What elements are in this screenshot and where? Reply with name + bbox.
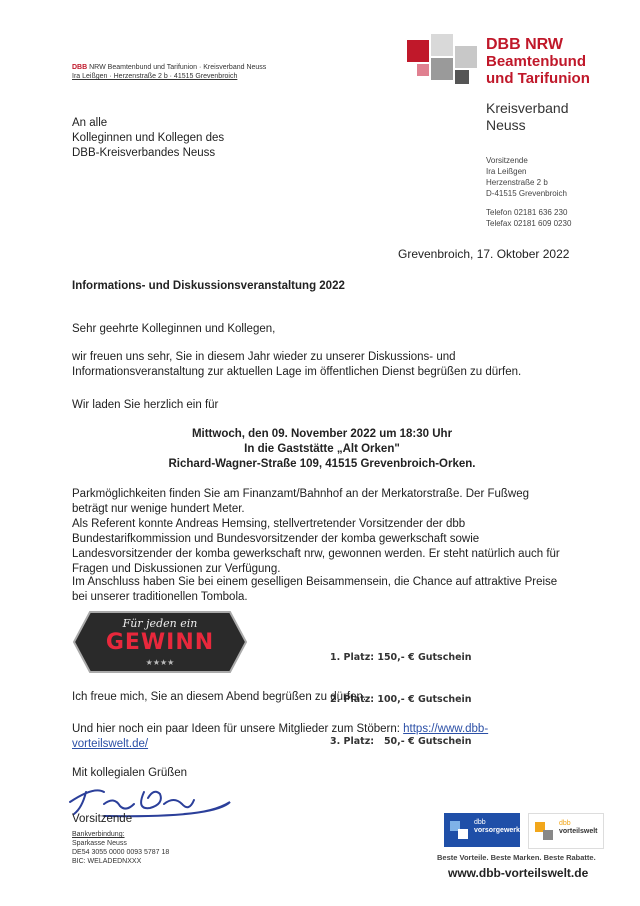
ideas-paragraph: Und hier noch ein paar Ideen für unsere Mitglieder zum Stöbern: https://www.dbb-vorteilswelt.de/	[72, 723, 489, 750]
closing-line: Ich freue mich, Sie an diesem Abend begrüßen zu dürfen.	[72, 691, 367, 703]
prize-item: 1. Platz: 150,- € Gutschein	[330, 652, 472, 663]
gewinn-badge: Für jeden ein GEWINN ★★★★	[70, 606, 250, 678]
prize-item: 2. Platz: 100,- € Gutschein	[330, 694, 472, 705]
greeting: Mit kollegialen Grüßen	[72, 767, 188, 779]
referent-paragraph: Als Referent konnte Andreas Hemsing, stellvertretender Vorsitzender der dbb Bundestarifkommission und Bundesvorsitzender der komba gewerkschaft sowie Landesvorsitzender der komba gewerkschaft nrw, gewonnen werden. Er steht natürlich auch für Fragen und Diskussionen zur Verfügung.	[72, 518, 560, 575]
sender-address: DBB NRW Beamtenbund und Tarifunion · Kreisverband Neuss Ira Leißgen · Herzenstraße 2 b · 41515 Grevenbroich	[72, 64, 267, 80]
bank-details: Bankverbindung: Sparkasse Neuss DE54 3055 0000 0093 5787 18 BIC: WELADEDNXXX	[72, 831, 170, 865]
salutation: Sehr geehrte Kolleginnen und Kollegen,	[72, 323, 276, 335]
vorteilswelt-tagline: Beste Vorteile. Beste Marken. Beste Rabatte.	[437, 853, 596, 862]
intro-paragraph: wir freuen uns sehr, Sie in diesem Jahr wieder zu unserer Diskussions- und Informationsveranstaltung zur aktuellen Lage im öffentlichen Dienst begrüßen zu dürfen.	[72, 351, 522, 378]
event-details: Mittwoch, den 09. November 2022 um 18:30 Uhr In die Gaststätte „Alt Orken" Richard-Wagner-Straße 109, 41515 Grevenbroich-Orken.	[168, 428, 476, 470]
vorteilswelt-logo-icon: dbb vorteilswelt	[528, 813, 604, 849]
recipient-block: An alle Kolleginnen und Kollegen des DBB-Kreisverbandes Neuss	[72, 117, 225, 159]
brand-name: DBB NRW Beamtenbund und Tarifunion	[486, 36, 590, 87]
kreisverband-label: Kreisverband Neuss	[486, 100, 569, 133]
parking-paragraph: Parkmöglichkeiten finden Sie am Finanzamt/Bahnhof an der Merkatorstraße. Der Fußweg beträgt nur wenige hundert Meter.	[72, 488, 530, 515]
letter-date: Grevenbroich, 17. Oktober 2022	[398, 247, 570, 261]
signature-role: Vorsitzende	[72, 813, 133, 825]
dbb-logo-icon	[407, 34, 487, 94]
letter-subject: Informations- und Diskussionsveranstaltung 2022	[72, 280, 345, 292]
vorsorgewerk-logo-icon: dbb vorsorgewerk	[444, 813, 520, 847]
vorteilswelt-logos	[444, 813, 602, 853]
tombola-paragraph: Im Anschluss haben Sie bei einem geselligen Beisammensein, die Chance auf attraktive Preise bei unserer traditionellen Tombola.	[72, 576, 558, 603]
invite-line: Wir laden Sie herzlich ein für	[72, 399, 219, 411]
vorteilswelt-link[interactable]: https://www.dbb-vorteilswelt.de/	[72, 723, 489, 750]
prize-item: 3. Platz: 50,- € Gutschein	[330, 736, 472, 747]
vorteilswelt-url: www.dbb-vorteilswelt.de	[448, 866, 589, 880]
contact-block: Vorsitzende Ira Leißgen Herzenstraße 2 b D-41515 Grevenbroich Telefon 02181 636 230 Telefax 02181 609 0230	[486, 156, 572, 228]
